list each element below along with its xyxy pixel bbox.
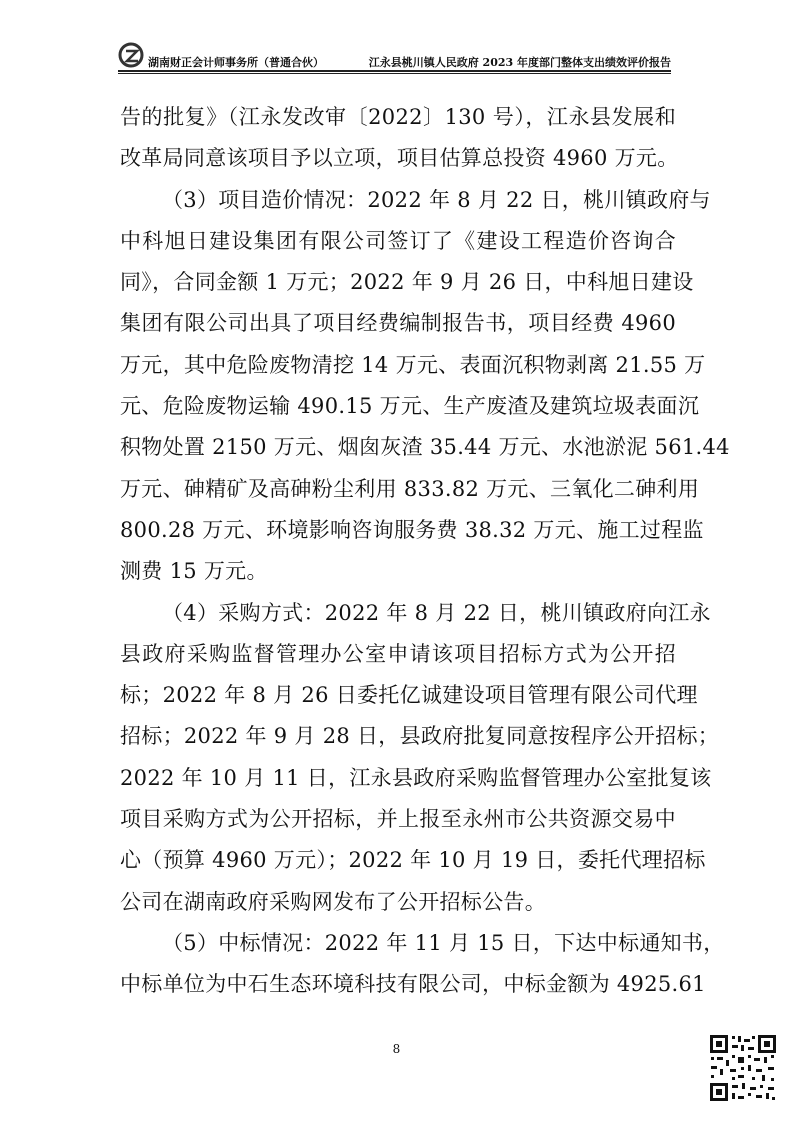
text-line: 招标；2022 年 9 月 28 日，县政府批复同意按程序公开招标； [120, 724, 720, 749]
text-line: 元、危险废物运输 490.15 万元、生产废渣及建筑垃圾表面沉 [120, 394, 700, 419]
text-line: 告的批复》（江永发改审〔2022〕130 号），江永县发展和 [120, 105, 676, 129]
header-rule [118, 70, 671, 72]
text-line: （5）中标情况：2022 年 11 月 15 日，下达中标通知书， [162, 930, 725, 955]
text-line: （4）采购方式：2022 年 8 月 22 日，桃川镇政府向江永 [162, 600, 711, 625]
header-rule-thin [118, 73, 671, 74]
page-number: 8 [392, 1042, 401, 1056]
text-line: 2022 年 10 月 11 日，江永县政府采购监督管理办公室批复该 [120, 765, 712, 790]
text-line: 集团有限公司出具了项目经费编制报告书，项目经费 4960 [120, 311, 676, 336]
text-line: 万元、砷精矿及高砷粉尘利用 833.82 万元、三氧化二砷利用 [120, 476, 700, 501]
text-line: 中标单位为中石生态环境科技有限公司，中标金额为 4925.61 [120, 972, 706, 997]
firm-logo-icon [118, 42, 146, 68]
text-line: 测费 15 万元。 [120, 559, 268, 584]
text-line: （3）项目造价情况：2022 年 8 月 22 日，桃川镇政府与 [162, 187, 711, 212]
text-line: 积物处置 2150 万元、烟囱灰渣 35.44 万元、水池淤泥 561.44 [120, 435, 730, 460]
firm-name: 湖南财正会计师事务所（普通合伙） [148, 56, 324, 69]
text-line: 800.28 万元、环境影响咨询服务费 38.32 万元、施工过程监 [120, 517, 704, 542]
text-line: 标；2022 年 8 月 26 日委托亿诚建设项目管理有限公司代理 [120, 683, 698, 708]
document-body [120, 97, 730, 1006]
qr-code-icon [708, 1033, 778, 1103]
text-line: 同》，合同金额 1 万元；2022 年 9 月 26 日，中科旭日建设 [120, 270, 694, 295]
text-line: 改革局同意该项目予以立项，项目估算总投资 4960 万元。 [120, 146, 679, 171]
text-line: 心（预算 4960 万元）；2022 年 10 月 19 日，委托代理招标 [120, 848, 706, 873]
text-line: 项目采购方式为公开招标，并上报至永州市公共资源交易中 [120, 807, 676, 832]
text-line: 县政府采购监督管理办公室申请该项目招标方式为公开招 [120, 641, 676, 666]
text-line: 中科旭日建设集团有限公司签订了《建设工程造价咨询合 [120, 228, 676, 253]
text-line: 万元，其中危险废物清挖 14 万元、表面沉积物剥离 21.55 万 [120, 352, 706, 377]
page-header [118, 42, 671, 72]
report-title: 江永县桃川镇人民政府 2023 年度部门整体支出绩效评价报告 [368, 56, 671, 69]
text-line: 公司在湖南政府采购网发布了公开招标公告。 [120, 889, 546, 914]
